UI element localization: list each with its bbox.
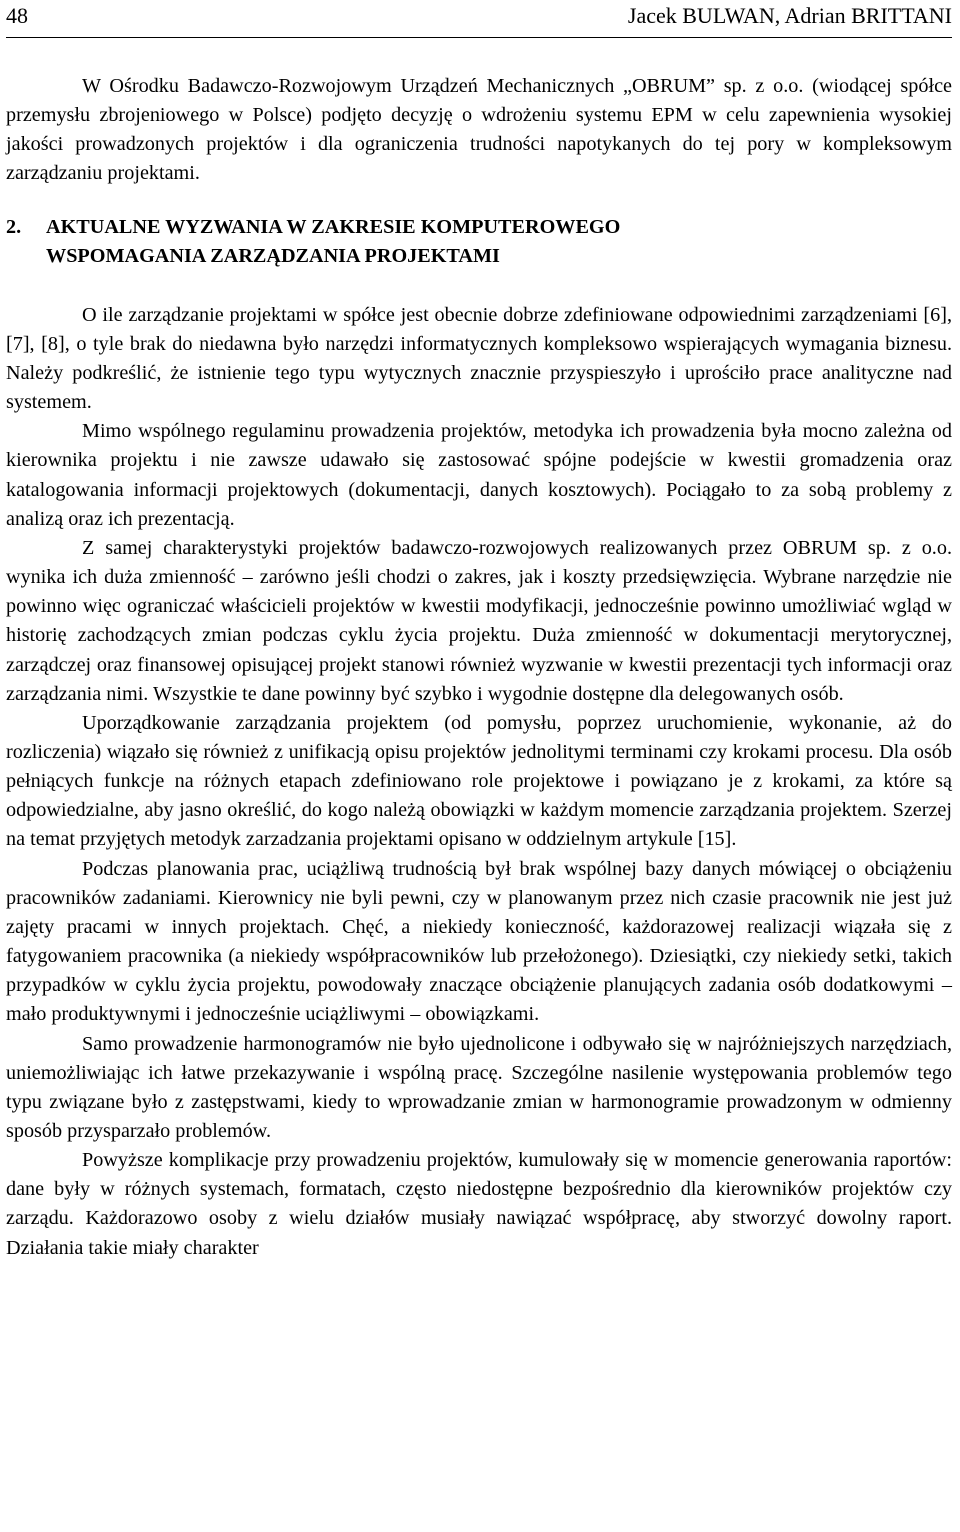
body-paragraph: Z samej charakterystyki projektów badawczo-rozwojowych realizowanych przez OBRUM sp. z o.o. wynika ich duża zmienność – zarówno jeśli chodzi o zakres, jak i koszty przedsięwzięcia. Wybrane narzędzie nie powinno więc ograniczać właścicieli projektów w kwestii modyfikacji, jednocześnie powinno umożliwiać wgląd w historię zachodzących zmian podczas cyklu życia projektu. Duża zmienność w dokumentacji merytorycznej, zarządczej oraz finansowej opisującej projekt stanowi również wyzwanie w kwestii prezentacji tych informacji oraz zarządzania nimi. Wszystkie te dane powinny być szybko i wygodnie dostępne dla delegowanych osób. xyxy=(6,536,952,705)
section-number: 2. xyxy=(6,215,22,238)
header-authors: Jacek BULWAN, Adrian BRITTANI xyxy=(627,3,952,28)
header-rule xyxy=(6,37,952,38)
body-paragraph: Mimo wspólnego regulaminu prowadzenia projektów, metodyka ich prowadzenia była mocno zależna od kierownika projektu i nie zawsze udawało się zastosować spójne podejście w kwestii gromadzenia oraz katalogowania informacji projektowych (dokumentacji, danych kosztowych). Pociągało to za sobą problemy z analizą oraz ich prezentacją. xyxy=(6,420,952,530)
section-title-line-2: WSPOMAGANIA ZARZĄDZANIA PROJEKTAMI xyxy=(46,244,500,267)
section-heading xyxy=(6,213,952,271)
section-title xyxy=(46,213,952,271)
body-paragraph: Powyższe komplikacje przy prowadzeniu projektów, kumulowały się w momencie generowania raportów: dane były w różnych systemach, formatach, często niedostępne bezpośrednio dla kierowników projektów czy zarządu. Każdorazowo osoby z wielu działów musiały nawiązać współpracę, aby stworzyć dowolny raport. Działania takie miały charakter xyxy=(6,1149,952,1259)
intro-paragraph: W Ośrodku Badawczo-Rozwojowym Urządzeń Mechanicznych „OBRUM” sp. z o.o. (wiodącej spółce przemysłu zbrojeniowego w Polsce) podjęto decyzję o wdrożeniu systemu EPM w celu zapewnienia wysokiej jakości prowadzonych projektów i dla ograniczenia trudności napotykanych do tej pory w kompleksowym zarządzaniu projektami. xyxy=(6,75,952,185)
document-page xyxy=(6,0,952,1263)
body-paragraph: O ile zarządzanie projektami w spółce jest obecnie dobrze zdefiniowane odpowiednimi zarządzeniami [6], [7], [8], o tyle brak do niedawna było narzędzi informatycznych kompleksowo wspierających wymagania biznesu. Należy podkreślić, że istnienie tego typu wytycznych znacznie przyspieszyło i uprościło prace analityczne nad systemem. xyxy=(6,303,952,414)
body-paragraph: Uporządkowanie zarządzania projektem (od pomysłu, poprzez uruchomienie, wykonanie, aż do rozliczenia) wiązało się również z unifikacją opisu projektów jednolitymi terminami czy krokami procesu. Dla osób pełniących funkcje na różnych etapach zdefiniowano role projektowe i powiązano je z krokami, za które są odpowiedzialne, aby jasno określić, do kogo należą obowiązki w każdym momencie zarządzania projektem. Szerzej na temat przyjętych metodyk zarzadzania projektami opisano w oddzielnym artykule [15]. xyxy=(6,711,952,851)
section-title-line-1: AKTUALNE WYZWANIA W ZAKRESIE KOMPUTEROWEGO xyxy=(46,215,621,238)
body-paragraph: Samo prowadzenie harmonogramów nie było ujednolicone i odbywało się w najróżniejszych narzędziach, uniemożliwiając ich łatwe przekazywanie i wspólną pracę. Szczególne nasilenie występowania problemów tego typu związane było z zastępstwami, kiedy to wprowadzanie zmian w harmonogramie prowadzonym w odmienny sposób przysparzało problemów. xyxy=(6,1032,952,1142)
page-number: 48 xyxy=(6,3,28,28)
body-paragraph: Podczas planowania prac, uciążliwą trudnością był brak wspólnej bazy danych mówiącej o obciążeniu pracowników zadaniami. Kierownicy nie byli pewni, czy w planowanym przez nich czasie pracownik nie jest już zajęty pracami w innych projektach. Chęć, a niekiedy konieczność, każdorazowej realizacji wiązała się z fatygowaniem pracownika (a niekiedy współpracowników lub przełożonego). Dziesiątki, czy niekiedy setki, takich przypadków w cyklu życia projektu, powodowały znaczące obciążenie planujących zadania osób dodatkowymi – mało produktywnymi i jednocześnie uciążliwymi – obowiązkami. xyxy=(6,857,952,1026)
running-header xyxy=(6,0,952,37)
